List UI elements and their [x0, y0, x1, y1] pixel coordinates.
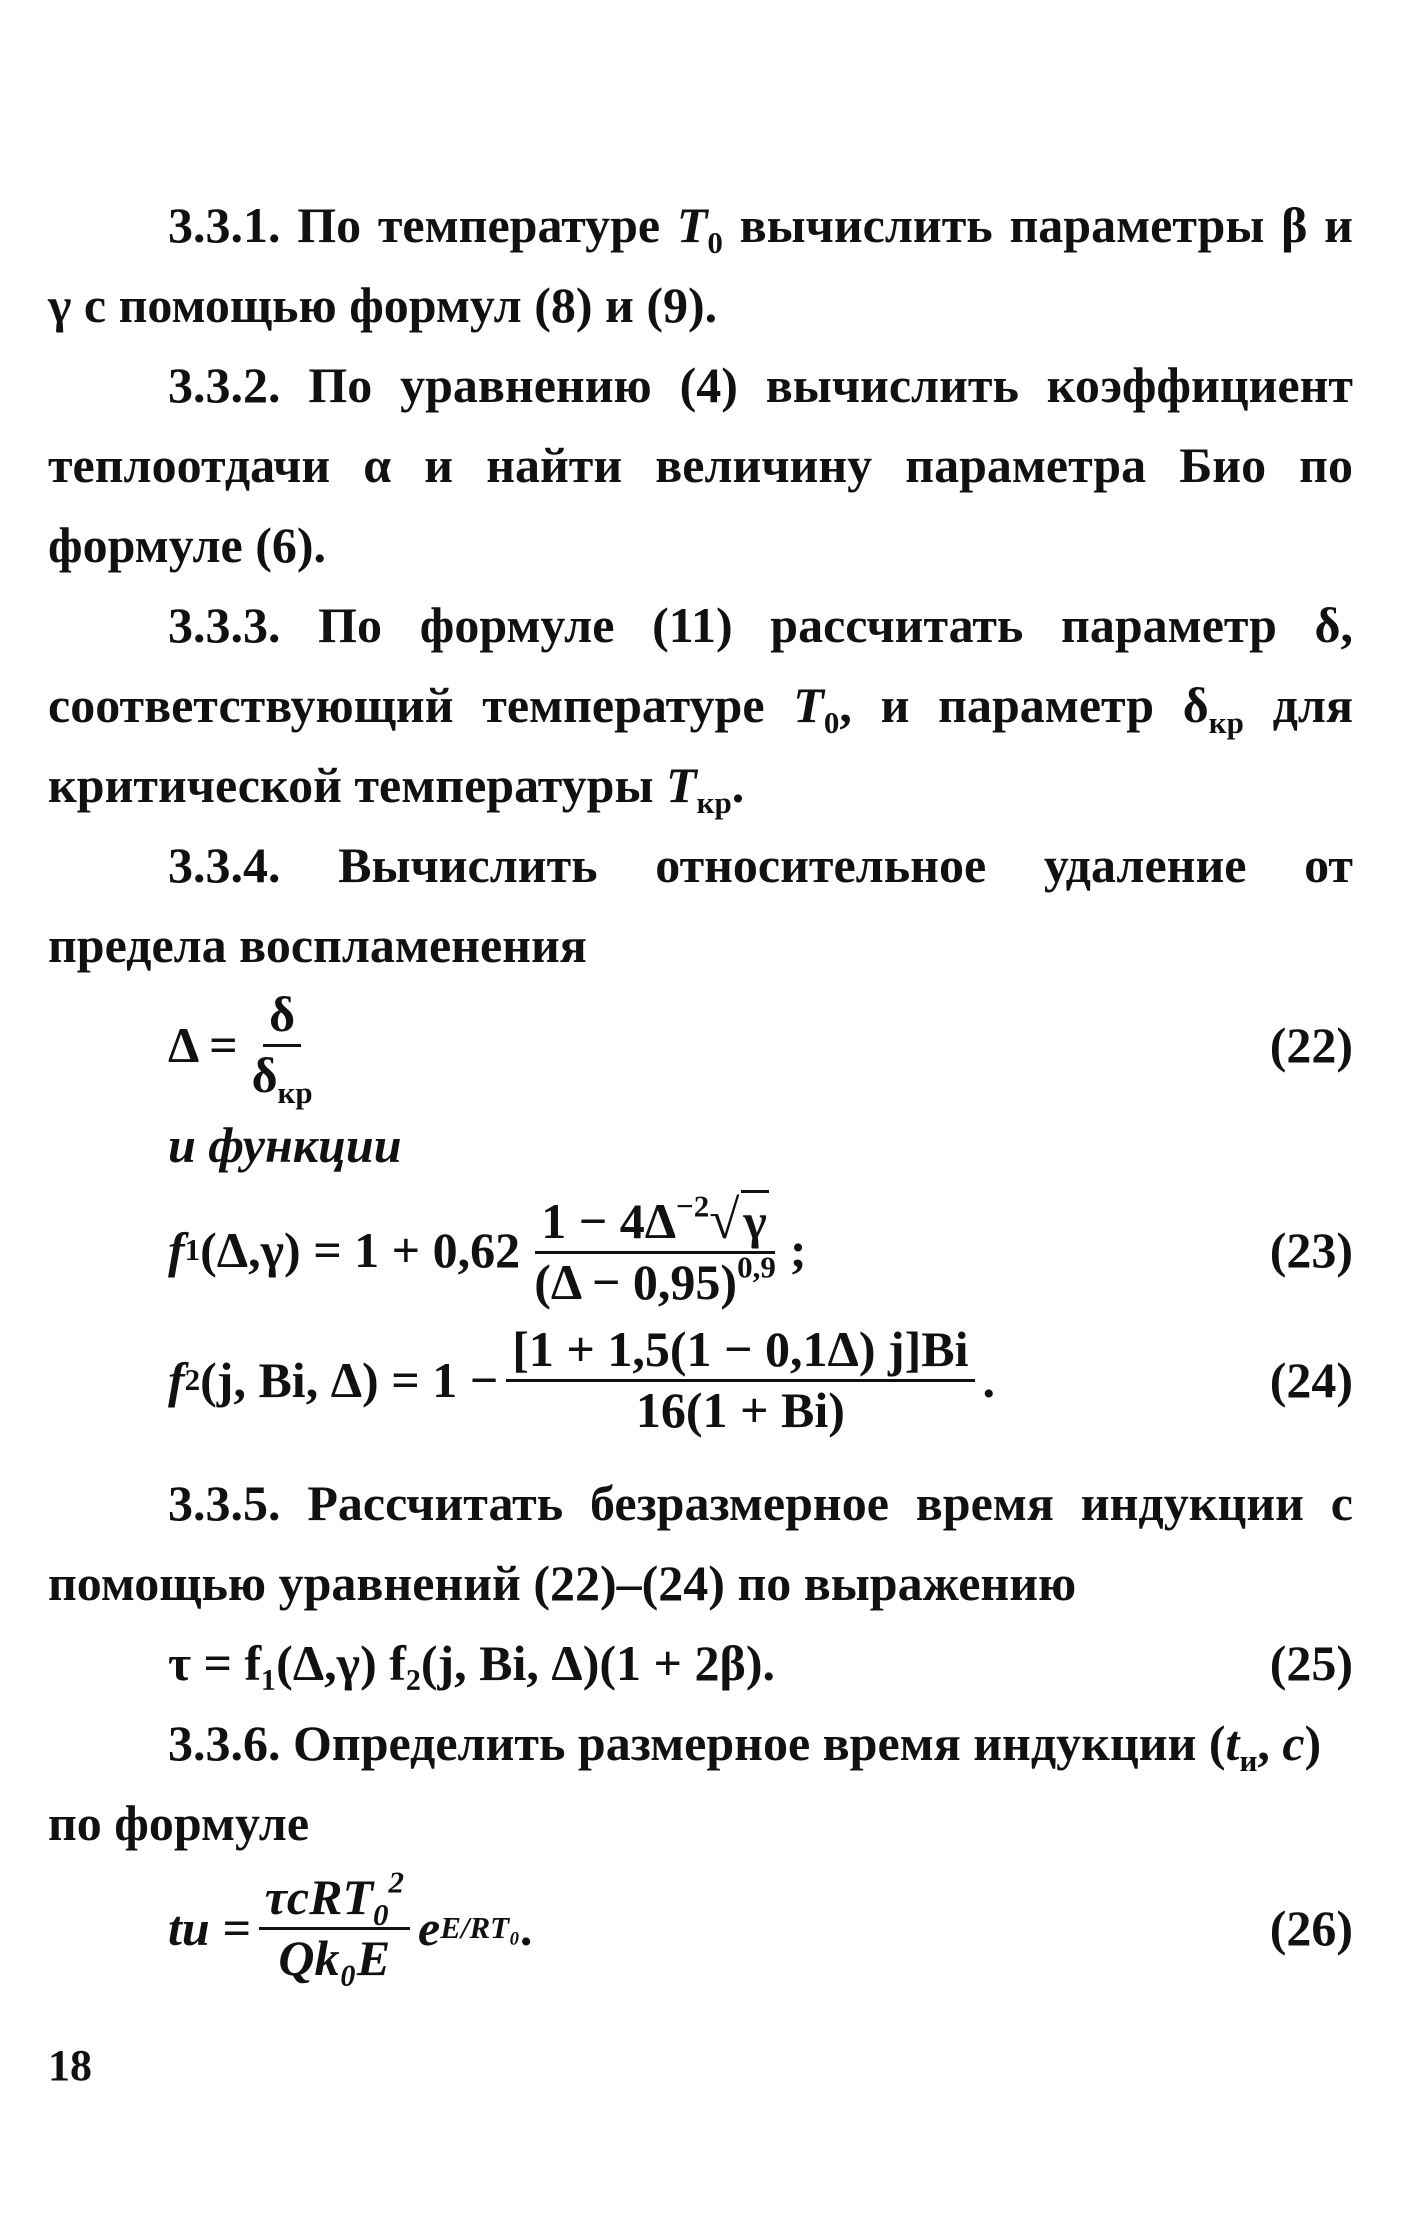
- subscript-i: и: [1239, 1742, 1258, 1778]
- equation-number: (22): [1269, 1017, 1353, 1073]
- equation-number: (24): [1269, 1352, 1353, 1408]
- eq23-num-a: 1 − 4Δ: [541, 1193, 677, 1250]
- sqrt-icon: √: [709, 1189, 740, 1251]
- paragraph-3-3-1: [48, 185, 1353, 345]
- text-fragment: ) по формуле: [48, 1715, 1322, 1851]
- paragraph-3-3-6: [48, 1703, 1353, 1863]
- eq26-exp-base: e: [417, 1900, 441, 1956]
- equation-number: (23): [1269, 1222, 1353, 1278]
- eq26-lhs: tи =: [168, 1900, 251, 1956]
- text-fragment: для критической температуры: [48, 677, 1353, 813]
- text-fragment: .: [731, 757, 745, 813]
- equation-22: [48, 985, 1353, 1110]
- page-number: 18: [48, 2041, 92, 2090]
- equation-25: [48, 1623, 1353, 1703]
- eq26-numerator: [259, 1864, 410, 1932]
- text-fragment: 3.3.6. Определить размерное время индукции (: [168, 1715, 1226, 1771]
- equation-number: (26): [1269, 1900, 1353, 1956]
- paragraph-3-3-3: [48, 585, 1353, 825]
- eq23-numerator: [535, 1188, 775, 1254]
- eq23-denominator: [528, 1249, 782, 1312]
- eq22-fraction: [246, 986, 319, 1110]
- eq23-sqrt: γ: [741, 1190, 768, 1251]
- eq26-num-sub: 0: [372, 1896, 389, 1932]
- symbol-t: t: [1225, 1715, 1240, 1771]
- eq26-num-exp: 2: [388, 1864, 404, 1900]
- equation-23: f 1 (Δ,γ) = 1 + 0,62 $\frac{1 - 4\Delta^{-2}√\gamma}{(\Delta - 0,95)^{0,9}}$ ; (23): [168, 1188, 1353, 1311]
- eq23-tail: ;: [789, 1222, 807, 1278]
- subscript-0: 0: [707, 224, 723, 260]
- paragraph-3-3-5: 3.3.5. Рассчитать безразмерное время индукции с помощью уравнений (22)–(24) по выражению: [48, 1475, 1353, 1611]
- paragraph-3-3-2: 3.3.2. По уравнению (4) вычислить коэффициент теплоотдачи α и найти величину параметра Био по формуле (6).: [48, 357, 1353, 573]
- eq23-num-exp: −2: [676, 1188, 710, 1224]
- eq26-tail: .: [519, 1900, 533, 1956]
- eq22-numerator: δ: [263, 986, 301, 1047]
- eq22-lhs: Δ =: [168, 1017, 238, 1073]
- eq23-den-exp: 0,9: [737, 1249, 776, 1285]
- eq23-den-a: (Δ − 0,95): [534, 1254, 738, 1311]
- equation-number: (25): [1269, 1635, 1353, 1691]
- eq25-expression: τ = f₁(Δ,γ) f₂(j, Bi, Δ)(1 + 2β).: [168, 1635, 776, 1691]
- symbol-T: T: [676, 197, 708, 253]
- subscript-kr: кр: [696, 784, 732, 820]
- eq26-num-a: τcRT: [264, 1869, 373, 1925]
- equation-24: f 2 (j, Bi, Δ) = 1 − $\frac{[1 + 1,5(1 - 0,1\Delta) j]Bi}{16(1 + Bi)}$ . (24): [168, 1321, 1353, 1438]
- eq26-denominator: Qk₀E: [278, 1929, 391, 1986]
- eq26-fraction: [259, 1864, 410, 1987]
- eq22-den-sub: кр: [277, 1074, 313, 1110]
- eq23-fraction: [528, 1188, 782, 1312]
- eq24-f: f: [168, 1352, 185, 1408]
- text-fragment: 3.3.3. По формуле (11) рассчитать параметр δ, соответствующий температуре: [48, 597, 1353, 733]
- symbol-c: c: [1282, 1715, 1305, 1771]
- text-fragment: вычислить параметры β и γ с помощью формул (8) и (9).: [48, 197, 1353, 333]
- eq22-denominator: [246, 1046, 319, 1110]
- equation-26: tи = $\frac{\tau cRT_0^2}{\text{Qk₀E}}$ e E/RT₀ . (26): [168, 1864, 1353, 1986]
- text-fragment: , и параметр δ: [839, 677, 1209, 733]
- eq24-lhs: (j, Bi, Δ) = 1 −: [200, 1352, 499, 1408]
- symbol-T: T: [666, 757, 697, 813]
- paragraph-3-3-4: 3.3.4. Вычислить относительное удаление от предела воспламенения: [48, 837, 1353, 973]
- page-content: [48, 185, 1353, 1993]
- subscript-0: 0: [823, 704, 840, 740]
- text-fragment: 3.3.1. По температуре: [168, 197, 677, 253]
- eq24-tail: .: [982, 1352, 996, 1408]
- eq24-fraction: [506, 1321, 974, 1439]
- eq22-den-base: δ: [251, 1046, 278, 1103]
- symbol-T: T: [793, 677, 824, 733]
- eq24-denominator: 16(1 + Bi): [635, 1381, 845, 1438]
- subscript-kr: кр: [1208, 704, 1244, 740]
- eq23-f: f: [168, 1222, 185, 1278]
- eq23-lhs: (Δ,γ) = 1 + 0,62: [200, 1222, 521, 1278]
- text-fragment: ,: [1257, 1715, 1283, 1771]
- lead-text: и функции: [168, 1117, 402, 1173]
- eq24-numerator: [1 + 1,5(1 − 0,1Δ) j]Bi: [506, 1321, 974, 1382]
